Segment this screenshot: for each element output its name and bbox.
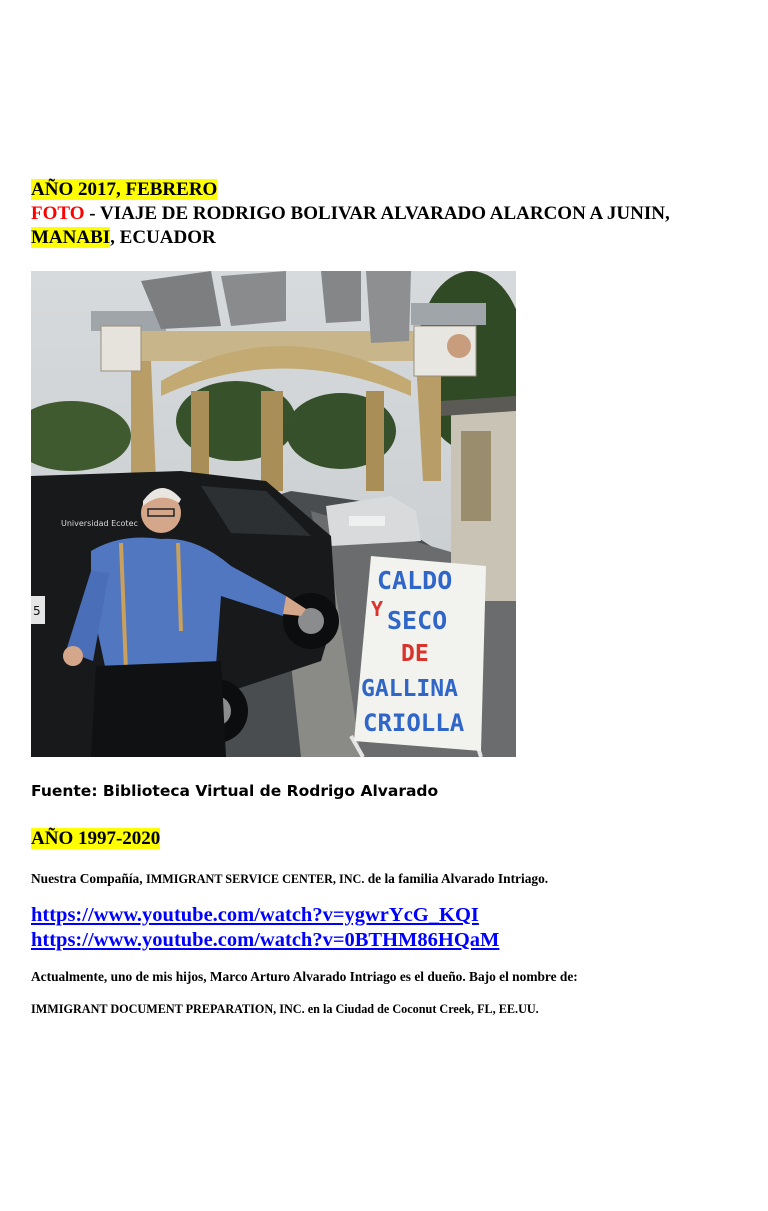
document-company-text: IMMIGRANT DOCUMENT PREPARATION, INC. en la Ciudad de Coconut Creek, FL, EE.UU. [31, 1002, 539, 1016]
sign-line-1: CALDO [377, 566, 453, 595]
photo-source: Fuente: Biblioteca Virtual de Rodrigo Alvarado [31, 782, 439, 800]
trip-title: - VIAJE DE RODRIGO BOLIVAR ALVARADO ALARCON A JUNIN, [84, 203, 670, 224]
sign-line-4: DE [401, 641, 429, 667]
youtube-links [31, 903, 499, 953]
manabi-label: MANABI [31, 227, 111, 248]
company-line [31, 871, 548, 887]
youtube-link-1[interactable]: https://www.youtube.com/watch?v=ygwrYcG_KQI [31, 904, 479, 926]
year-range-heading: AÑO 1997-2020 [31, 828, 161, 849]
company-suffix: de la familia Alvarado Intriago. [364, 871, 549, 886]
sign-line-5: GALLINA [361, 676, 458, 702]
company-prefix: Nuestra Compañía, [31, 871, 146, 886]
car-sticker-text: Universidad Ecotec [61, 519, 138, 528]
company-name: IMMIGRANT SERVICE CENTER, INC. [145, 872, 365, 886]
sign-line-6: CRIOLLA [363, 709, 465, 737]
foto-label: FOTO [31, 203, 85, 224]
trip-photo [31, 271, 516, 757]
country-label: , ECUADOR [110, 227, 216, 248]
year-heading: AÑO 2017, FEBRERO [31, 179, 218, 200]
owner-text: Actualmente, uno de mis hijos, Marco Arturo Alvarado Intriago es el dueño. Bajo el nombre de: [31, 969, 578, 984]
sign-line-3: SECO [387, 606, 448, 635]
page-heading [31, 178, 670, 250]
plate-text: 5 [33, 604, 41, 618]
youtube-link-2[interactable]: https://www.youtube.com/watch?v=0BTHM86HQaM [31, 929, 500, 951]
sign-line-2: Y [371, 597, 384, 621]
